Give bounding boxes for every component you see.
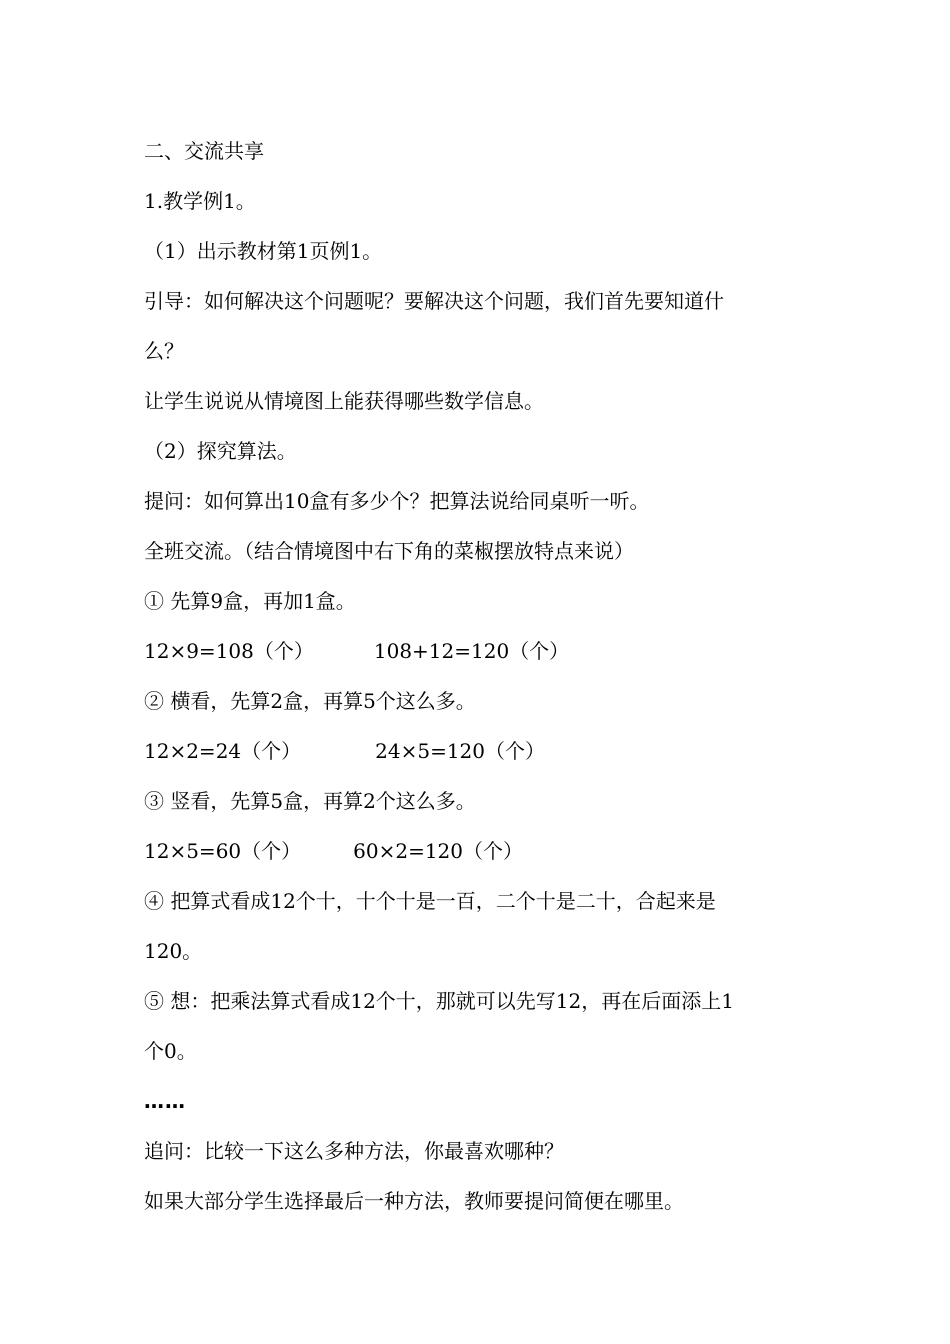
equation: 12×2=24（个） (144, 739, 302, 763)
method-4-text-line-1: ④ 把算式看成12个十，十个十是一百，二个十是二十，合起来是 (144, 889, 716, 913)
followup-text: 追问：比较一下这么多种方法，你最喜欢哪种？ (144, 1139, 564, 1163)
method-5-text-line-2: 个0。 (144, 1039, 197, 1063)
document-body (144, 126, 814, 1226)
method-3-text: ③ 竖看，先算5盒，再算2个这么多。 (144, 789, 476, 813)
guide-text-line-2: 么？ (144, 339, 184, 363)
question-text: 提问：如何算出10盒有多少个？把算法说给同桌听一听。 (144, 489, 650, 513)
ellipsis: …… (144, 1089, 186, 1113)
teacher-note-text: 如果大部分学生选择最后一种方法，教师要提问简便在哪里。 (144, 1189, 684, 1213)
equation: 12×9=108（个） (144, 639, 314, 663)
method-2-text: ② 横看，先算2盒，再算5个这么多。 (144, 689, 476, 713)
class-discuss-text: 全班交流。（结合情境图中右下角的菜椒摆放特点来说） (144, 539, 634, 563)
guide-text-line-1: 引导：如何解决这个问题呢？要解决这个问题，我们首先要知道什 (144, 289, 724, 313)
method-4-text-line-2: 120。 (144, 939, 203, 963)
section-title: 二、交流共享 (144, 139, 264, 163)
equation: 108+12=120（个） (373, 639, 570, 663)
method-1-equations (144, 626, 814, 676)
method-5-text-line-1: ⑤ 想：把乘法算式看成12个十，那就可以先写12，再在后面添上1 (144, 989, 734, 1013)
method-3-equations (144, 826, 814, 876)
student-info-text: 让学生说说从情境图上能获得哪些数学信息。 (144, 389, 544, 413)
sub-heading-2: （2）探究算法。 (144, 439, 297, 463)
sub-heading-1: （1）出示教材第1页例1。 (144, 239, 383, 263)
equation: 12×5=60（个） (144, 839, 302, 863)
item-heading: 1.教学例1。 (144, 189, 256, 213)
equation: 60×2=120（个） (353, 839, 524, 863)
method-2-equations (144, 726, 814, 776)
equation: 24×5=120（个） (375, 739, 546, 763)
method-1-text: ① 先算9盒，再加1盒。 (144, 589, 356, 613)
